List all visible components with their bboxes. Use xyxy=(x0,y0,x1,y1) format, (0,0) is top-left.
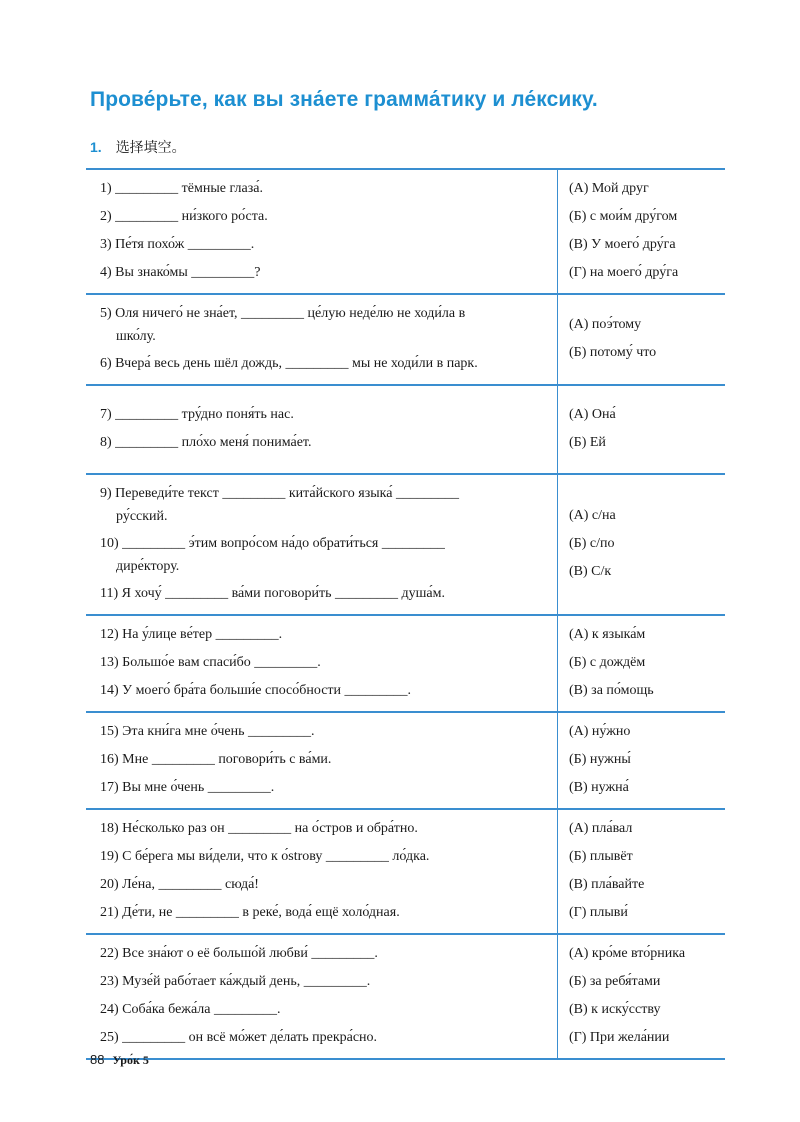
exercise-item: 14) У моего́ бра́та больши́е спосо́бности _________. xyxy=(100,683,412,698)
answer-option: (А) кро́ме вто́рника xyxy=(569,946,686,961)
exercise-item: 9) Переведи́те текст _________ кита́йского языка́ _________ xyxy=(100,486,459,501)
exercise-item: 3) Пе́тя похо́ж _________. xyxy=(100,237,255,252)
exercise-item: 4) Вы знако́мы _________? xyxy=(100,265,261,280)
exercise-item: 16) Мне _________ поговори́ть с ва́ми. xyxy=(100,752,332,767)
exercise-item: 23) Музе́й рабо́тает ка́ждый день, _________. xyxy=(100,974,371,989)
exercise-group xyxy=(86,615,725,712)
answer-option: (А) Она́ xyxy=(569,407,616,422)
options-cell xyxy=(558,385,726,474)
options-cell xyxy=(558,615,726,712)
answer-option: (А) поэ́тому xyxy=(569,317,642,332)
exercise-item: 15) Эта кни́га мне о́чень _________. xyxy=(100,724,315,739)
options-cell xyxy=(558,169,726,294)
answer-option: (Б) нужны́ xyxy=(569,752,631,767)
exercise-item: 10) _________ э́тим вопро́сом на́до обрати́ться _________ xyxy=(100,536,445,551)
exercise-item: 11) Я хочу́ _________ ва́ми поговори́ть _________ душа́м. xyxy=(100,586,445,601)
page-number: 88 xyxy=(90,1052,105,1067)
options-cell xyxy=(558,934,726,1059)
options-cell xyxy=(558,809,726,934)
task-header xyxy=(90,137,186,157)
exercise-item: 24) Соба́ка бежа́ла _________. xyxy=(100,1002,281,1017)
answer-option: (Б) с дождём xyxy=(569,655,646,670)
answer-option: (А) Мой друг xyxy=(569,181,649,196)
answer-option: (Б) потому́ что xyxy=(569,345,657,360)
options-cell xyxy=(558,474,726,615)
page-title: Прове́рьте, как вы зна́ете грамма́тику и ле́ксику. xyxy=(90,88,598,111)
page-footer xyxy=(90,1051,149,1069)
exercise-item: 17) Вы мне о́чень _________. xyxy=(100,780,275,795)
exercise-item: 7) _________ тру́дно поня́ть нас. xyxy=(100,407,294,422)
items-cell xyxy=(86,169,558,294)
exercise-group xyxy=(86,169,725,294)
exercise-group xyxy=(86,809,725,934)
exercise-item: 19) С бе́рега мы ви́дели, что к о́strову _________ ло́дка. xyxy=(100,849,430,864)
exercise-group xyxy=(86,712,725,809)
options-cell xyxy=(558,294,726,385)
exercise-item: 2) _________ ни́зкого ро́ста. xyxy=(100,209,268,224)
exercise-item: 20) Ле́на, _________ сюда́! xyxy=(100,877,259,892)
exercise-item-continuation: дире́ктору. xyxy=(116,559,180,574)
answer-option: (А) ну́жно xyxy=(569,724,631,739)
answer-option: (А) с/на xyxy=(569,508,616,523)
task-instruction: 选择填空。 xyxy=(115,140,186,156)
items-cell xyxy=(86,474,558,615)
exercise-item: 12) На у́лице ве́тер _________. xyxy=(100,627,283,642)
answer-option: (А) к языка́м xyxy=(569,627,646,642)
answer-option: (А) пла́вал xyxy=(569,821,633,836)
answer-option: (Б) плывёт xyxy=(569,849,633,864)
answer-option: (В) к иску́сству xyxy=(569,1002,661,1017)
lesson-label: Уро́к 5 xyxy=(112,1053,149,1067)
exercise-table xyxy=(86,168,725,1060)
answer-option: (Б) с/по xyxy=(569,536,615,551)
items-cell xyxy=(86,385,558,474)
task-number: 1. xyxy=(90,139,102,155)
items-cell xyxy=(86,934,558,1059)
exercise-group xyxy=(86,474,725,615)
exercise-item: 25) _________ он всё мо́жет де́лать прекра́сно. xyxy=(100,1030,378,1045)
exercise-item: 21) Де́ти, не _________ в реке́, вода́ ещё холо́дная. xyxy=(100,905,400,920)
answer-option: (Б) Ей xyxy=(569,435,606,450)
answer-option: (В) нужна́ xyxy=(569,780,629,795)
exercise-item-continuation: шко́лу. xyxy=(116,329,156,344)
exercise-group xyxy=(86,385,725,474)
items-cell xyxy=(86,294,558,385)
answer-option: (Г) на моего́ дру́га xyxy=(569,265,679,280)
answer-option: (В) С/к xyxy=(569,564,612,579)
exercise-item: 6) Вчера́ весь день шёл дождь, _________ мы не ходи́ли в парк. xyxy=(100,356,478,371)
answer-option: (Г) При жела́нии xyxy=(569,1030,670,1045)
answer-option: (В) пла́вайте xyxy=(569,877,645,892)
exercise-item: 13) Большо́е вам спаси́бо _________. xyxy=(100,655,321,670)
exercise-item: 18) Не́сколько раз он _________ на о́стров и обра́тно. xyxy=(100,821,418,836)
exercise-item-continuation: ру́сский. xyxy=(116,509,168,524)
exercise-item: 1) _________ тёмные глаза́. xyxy=(100,181,263,196)
answer-option: (В) У моего́ дру́га xyxy=(569,237,676,252)
answer-option: (Б) с мои́м дру́гом xyxy=(569,209,678,224)
answer-option: (Г) плыви́ xyxy=(569,905,628,920)
exercise-group xyxy=(86,934,725,1059)
items-cell xyxy=(86,712,558,809)
items-cell xyxy=(86,809,558,934)
exercise-item: 22) Все зна́ют о её большо́й любви́ _________. xyxy=(100,946,378,961)
exercise-item: 5) Оля ничего́ не зна́ет, _________ це́лую неде́лю не ходи́ла в xyxy=(100,306,466,321)
items-cell xyxy=(86,615,558,712)
answer-option: (В) за по́мощь xyxy=(569,683,654,698)
exercise-item: 8) _________ пло́хо меня́ понима́ет. xyxy=(100,435,312,450)
answer-option: (Б) за ребя́тами xyxy=(569,974,661,989)
options-cell xyxy=(558,712,726,809)
exercise-group xyxy=(86,294,725,385)
